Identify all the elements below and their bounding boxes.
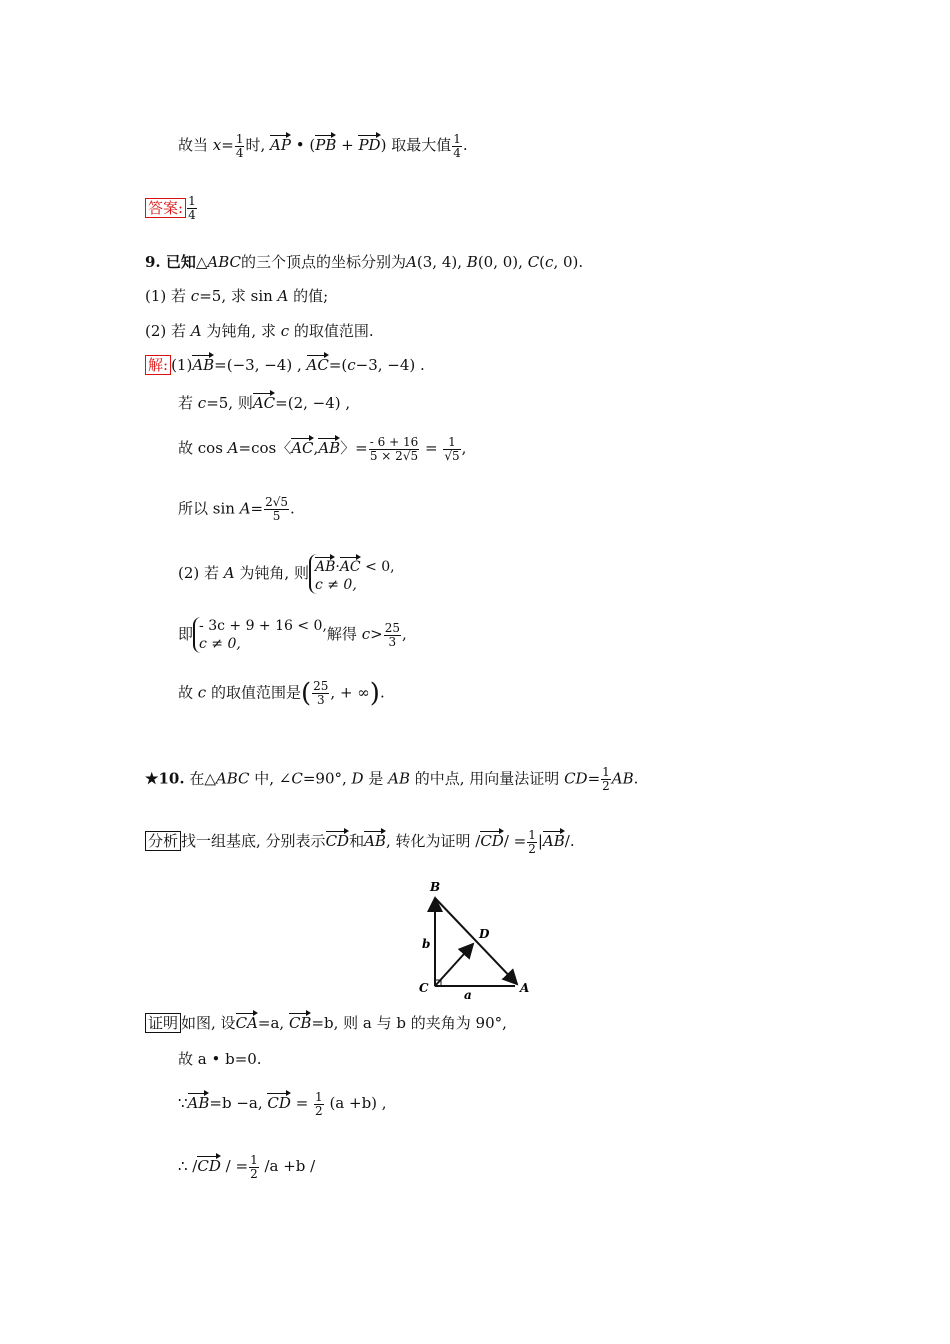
text: /. — [564, 832, 575, 850]
text: 的取值范围. — [289, 322, 374, 340]
label-b: b — [422, 937, 431, 951]
text: 中, ∠ — [249, 769, 292, 788]
text: A — [227, 439, 239, 457]
text: . — [379, 683, 385, 702]
fraction — [452, 133, 462, 160]
vector-AB: AB — [315, 554, 335, 574]
denominator: 3 — [388, 634, 397, 649]
text: • ( — [290, 136, 316, 154]
denominator: 4 — [235, 145, 244, 160]
text: , — [313, 439, 319, 457]
denominator: 5 × 2√5 — [369, 448, 419, 463]
question-10-stem — [145, 766, 638, 793]
analysis-tag: 分析 — [145, 831, 181, 851]
text: −3, −4) . — [355, 356, 425, 374]
text: 故 cos — [178, 439, 228, 457]
text: 的中点, 用向量法证明 — [409, 769, 565, 788]
vector-AB: AB — [364, 828, 386, 848]
denominator: 2 — [250, 1166, 258, 1181]
numerator: 1 — [188, 194, 196, 208]
solution-9-line2 — [178, 390, 350, 413]
paren-right: ) — [369, 678, 380, 709]
text: . — [462, 136, 468, 154]
answer-line — [145, 195, 198, 222]
text: =5, 则 — [206, 394, 253, 412]
text: =5, 求 sin — [199, 287, 278, 305]
text: c — [347, 356, 356, 374]
fraction — [235, 133, 245, 160]
text: ABC — [207, 253, 242, 271]
text: 找一组基底, 分别表示 — [181, 832, 326, 850]
text: , + ∞ — [330, 683, 370, 702]
solution-9-cos — [178, 435, 466, 463]
var-x: x — [212, 136, 222, 154]
vector-CB: CB — [289, 1010, 312, 1030]
vector-AC: AC — [253, 390, 275, 410]
text: 为钝角, 则 — [234, 564, 309, 582]
text: AB — [611, 769, 634, 788]
text: , — [401, 625, 407, 643]
text: . — [290, 499, 295, 518]
text: 故当 — [178, 136, 209, 154]
proof-line3 — [178, 1090, 387, 1118]
solution-9-inequality — [178, 617, 407, 653]
label-C: C — [419, 981, 429, 995]
vector-AC: AC — [291, 435, 313, 455]
text: =a, — [257, 1014, 289, 1032]
denominator: 4 — [188, 208, 196, 222]
text: C — [527, 253, 540, 271]
text: CD — [564, 769, 588, 788]
question-9-stem — [145, 252, 583, 272]
numerator: 1 — [235, 131, 244, 146]
question-9-part1 — [145, 286, 328, 306]
text: 的取值范围是 — [206, 683, 301, 702]
text: =(−3, −4) , — [214, 356, 307, 374]
numerator: 25 — [384, 620, 400, 635]
text: =cos〈 — [238, 439, 292, 457]
denominator: 2 — [602, 779, 610, 793]
proof-line2 — [178, 1049, 262, 1069]
text: =b, 则 a 与 b 的夹角为 90°, — [311, 1014, 507, 1032]
text: c ≠ 0, — [199, 636, 241, 652]
text: A — [406, 253, 417, 271]
text: , 转化为证明 / — [385, 832, 481, 850]
vector-AP: AP — [270, 132, 291, 152]
text: D — [351, 769, 364, 788]
text: 〉= — [340, 439, 368, 457]
system-brace — [193, 617, 327, 653]
text: A — [277, 287, 289, 305]
text: ∴ / — [178, 1157, 198, 1175]
text: > — [370, 625, 383, 643]
system-brace — [309, 554, 395, 594]
solution-tag: 解: — [145, 355, 171, 375]
solution-9-sin — [178, 496, 295, 523]
text: 故 — [178, 683, 198, 702]
fraction — [264, 496, 289, 523]
text: =90°, — [302, 769, 352, 788]
text: 即 — [178, 625, 194, 643]
proof-tag: 证明 — [145, 1013, 181, 1033]
numerator: 25 — [313, 679, 329, 693]
fraction — [601, 766, 611, 793]
fraction — [527, 829, 537, 856]
text: = — [420, 439, 443, 457]
numerator: - 6 + 16 — [369, 434, 419, 449]
denominator: 2 — [315, 1103, 323, 1118]
text: AB — [388, 769, 410, 788]
numerator: 1 — [602, 765, 610, 779]
text: = — [290, 1094, 314, 1112]
numerator: 2√5 — [265, 495, 289, 509]
text: 在△ — [184, 769, 216, 788]
vector-CD: CD — [326, 828, 350, 848]
vector-AC: AC — [307, 352, 329, 372]
solution-9-part2 — [178, 554, 395, 594]
text: =b −a, — [209, 1094, 268, 1112]
text: · — [335, 559, 340, 575]
text: c — [197, 683, 207, 702]
text: 时, — [245, 136, 266, 154]
text: c ≠ 0, — [314, 577, 357, 593]
paren-left: ( — [300, 678, 312, 709]
text: c — [190, 287, 200, 305]
text: , 0). — [553, 253, 584, 271]
label-B: B — [430, 880, 441, 894]
text: - 3c + 9 + 16 < 0, — [199, 618, 327, 634]
vector-AB: AB — [318, 435, 340, 455]
text: =( — [328, 356, 348, 374]
numerator: 1 — [528, 827, 536, 842]
denominator: 3 — [316, 693, 325, 707]
label-D: D — [479, 927, 490, 941]
text: 若 — [178, 394, 198, 412]
text: = — [221, 136, 234, 154]
numerator: 1 — [453, 131, 461, 146]
text: 故 a • b=0. — [178, 1050, 262, 1068]
numerator: 1 — [443, 436, 460, 450]
label-a: a — [464, 988, 472, 1002]
line-max-value — [178, 132, 468, 160]
vector-CD: CD — [480, 828, 504, 848]
text: 解得 — [326, 625, 362, 643]
text: c — [280, 322, 290, 340]
text: (3, 4) — [416, 253, 458, 271]
fraction — [249, 1154, 259, 1181]
text: , — [518, 253, 528, 271]
text: / = — [220, 1157, 249, 1175]
text: 是 — [363, 769, 389, 788]
text: c — [361, 625, 371, 643]
text: ( — [539, 253, 546, 271]
vector-AB: AB — [192, 352, 214, 372]
proof-line1 — [145, 1010, 507, 1033]
vector-PB: PB — [315, 132, 336, 152]
text: 的三个顶点的坐标分别为 — [241, 253, 407, 271]
label-A: A — [520, 981, 530, 995]
denominator: √5 — [444, 448, 460, 463]
text: . — [633, 769, 639, 788]
text: B — [466, 253, 478, 271]
text: 的值; — [288, 287, 329, 305]
denominator: 5 — [272, 509, 281, 523]
solution-9-line1 — [145, 352, 425, 375]
text: = — [587, 769, 601, 788]
fraction — [443, 436, 460, 463]
question-9-part2 — [145, 321, 374, 341]
answer-tag: 答案: — [145, 198, 186, 218]
text: 所以 sin — [178, 499, 240, 518]
text: A — [190, 322, 202, 340]
vector-CD: CD — [267, 1090, 291, 1110]
vector-AC: AC — [340, 554, 361, 574]
text: ABC — [215, 769, 250, 788]
numerator: 1 — [315, 1089, 323, 1104]
denominator: 2 — [528, 841, 536, 856]
text: =(2, −4) , — [275, 394, 351, 412]
vector-CD: CD — [197, 1153, 221, 1173]
vector-CA: CA — [236, 1010, 258, 1030]
fraction — [384, 622, 401, 649]
text: (0, 0) — [477, 253, 519, 271]
text: (2) 若 — [178, 564, 224, 582]
denominator: 4 — [453, 145, 461, 160]
proof-line4 — [178, 1153, 315, 1181]
text: C — [291, 769, 303, 788]
text: 和 — [349, 832, 365, 850]
text: /a +b / — [259, 1157, 316, 1175]
fraction — [187, 195, 197, 222]
text: 9. 已知△ — [145, 253, 208, 271]
fraction — [312, 680, 329, 707]
fraction — [314, 1091, 324, 1118]
triangle-figure — [410, 876, 540, 1006]
text: c — [197, 394, 207, 412]
vector-AB: AB — [188, 1090, 210, 1110]
text: (1) 若 — [145, 287, 191, 305]
text: c — [545, 253, 554, 271]
analysis-line: 分析 找一组基底, 分别表示CD和AB, 转化为证明 /CD/ = $\frac{1}{2}$ |AB/. — [145, 828, 575, 856]
text: , — [461, 439, 467, 457]
text: ∵ — [178, 1094, 188, 1112]
text: = — [250, 499, 264, 518]
text: (1) — [171, 356, 193, 374]
numerator: 1 — [250, 1152, 258, 1167]
text: A — [239, 499, 251, 518]
text: / = — [503, 832, 527, 850]
text: ★10. — [145, 769, 185, 788]
text: (a +b) , — [324, 1094, 387, 1112]
text: < 0, — [360, 559, 395, 575]
text: A — [223, 564, 235, 582]
text: , — [457, 253, 467, 271]
vector-AB: AB — [543, 828, 565, 848]
text: 如图, 设 — [181, 1014, 236, 1032]
solution-9-range — [178, 680, 385, 707]
text: + — [336, 136, 359, 154]
text: 为钝角, 求 — [201, 322, 281, 340]
fraction — [369, 436, 419, 463]
text: ) 取最大值 — [380, 136, 452, 154]
text: (2) 若 — [145, 322, 191, 340]
vector-PD: PD — [358, 132, 380, 152]
